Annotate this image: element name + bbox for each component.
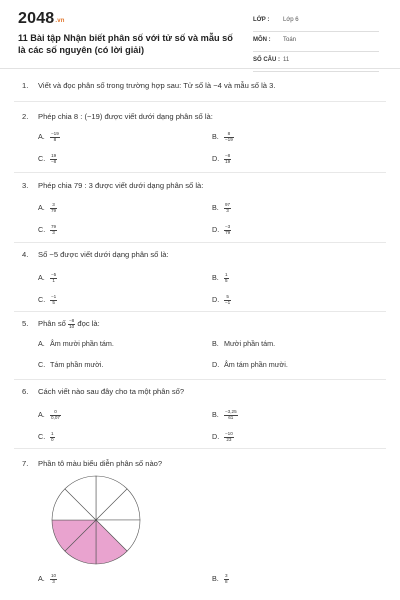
numerator: 1 <box>225 272 228 277</box>
option-b[interactable] <box>212 574 229 584</box>
option-c[interactable] <box>38 295 57 305</box>
option-c[interactable] <box>38 225 57 235</box>
option-c[interactable] <box>38 360 103 370</box>
numerator: −5 <box>51 272 57 277</box>
numerator: 1 <box>51 431 54 436</box>
meta-value: Toán <box>283 37 297 43</box>
option-label: A. <box>38 574 45 583</box>
option-label: B. <box>212 410 219 419</box>
numerator: −3 <box>225 224 231 229</box>
option-label: A. <box>38 132 45 141</box>
question-6 <box>22 387 382 442</box>
option-text: Âm tám phần mười. <box>224 360 288 370</box>
denominator: 79 <box>225 229 231 235</box>
question-2 <box>22 112 382 164</box>
pie-slice <box>96 489 140 520</box>
option-d[interactable] <box>212 295 231 305</box>
option-b[interactable] <box>212 273 229 283</box>
worksheet-header <box>0 0 400 69</box>
numerator: 3 <box>225 573 228 578</box>
option-label: B. <box>212 574 219 583</box>
meta-value: Lớp 6 <box>283 17 299 23</box>
option-a[interactable] <box>38 410 61 420</box>
option-b[interactable] <box>212 132 234 142</box>
option-label: D. <box>212 432 220 441</box>
question-number: 4. <box>22 250 29 259</box>
question-number: 5. <box>22 319 29 329</box>
denominator: 5 <box>225 277 228 283</box>
question-number: 6. <box>22 387 29 396</box>
denominator: 0,07 <box>51 414 60 420</box>
denominator: −19 <box>225 136 233 142</box>
denominator: 23 <box>226 436 232 442</box>
meta-label: SỐ CÂU : <box>253 57 280 63</box>
question-text: Phép chia 79 : 3 được viết dưới dạng phân số là: <box>38 181 204 190</box>
denominator: 10 <box>69 323 75 329</box>
option-a[interactable] <box>38 574 57 584</box>
option-label: D. <box>212 225 220 234</box>
meta-count-row <box>253 54 379 72</box>
numerator: 3 <box>50 203 57 209</box>
question-text-after: đọc là: <box>77 319 100 329</box>
option-label: D. <box>212 360 220 370</box>
question-number: 3. <box>22 181 29 190</box>
numerator: 8 <box>224 132 234 138</box>
option-label: A. <box>38 203 45 212</box>
site-logo[interactable] <box>18 10 65 28</box>
denominator: 61 <box>228 414 234 420</box>
question-1 <box>22 81 382 91</box>
pie-slice-shaded <box>52 520 96 551</box>
fraction <box>224 225 231 235</box>
option-label: D. <box>212 295 220 304</box>
option-c[interactable] <box>38 154 57 164</box>
fraction <box>50 432 55 442</box>
fraction <box>50 225 57 235</box>
numerator: −1 <box>51 294 57 299</box>
question-text: Phép chia 8 : (−19) được viết dưới dạng phân số là: <box>38 112 213 121</box>
fraction <box>50 132 60 142</box>
option-a[interactable] <box>38 339 114 349</box>
pie-slice <box>96 520 140 551</box>
divider <box>14 379 386 380</box>
fraction <box>50 273 57 283</box>
numerator: 10 <box>51 573 57 578</box>
pie-slice <box>52 489 96 520</box>
denominator: 8 <box>53 136 57 142</box>
numerator: 97 <box>225 202 231 207</box>
divider <box>14 311 386 312</box>
fraction <box>68 319 75 329</box>
fraction <box>224 154 231 164</box>
option-b[interactable] <box>212 339 275 349</box>
divider <box>14 101 386 102</box>
numerator: −10 <box>225 431 233 436</box>
question-4 <box>22 250 382 305</box>
option-label: A. <box>38 339 45 349</box>
option-d[interactable] <box>212 432 234 442</box>
denominator: 79 <box>51 207 57 213</box>
fraction <box>224 295 231 305</box>
option-d[interactable] <box>212 225 231 235</box>
option-label: A. <box>38 410 45 419</box>
document-title: 11 Bài tập Nhận biết phân số với tử số và mẫu số là các số nguyên (có lời giải) <box>18 33 233 55</box>
option-text: Tám phần mười. <box>50 360 104 370</box>
meta-value: 11 <box>283 57 290 63</box>
numerator: −3,25 <box>225 409 237 414</box>
option-label: C. <box>38 154 46 163</box>
option-text: Âm mười phần tám. <box>50 339 114 349</box>
pie-slice-shaded <box>96 520 127 564</box>
option-a[interactable] <box>38 273 57 283</box>
logo-suffix: .vn <box>55 18 65 24</box>
question-5 <box>22 318 382 370</box>
denominator: 5 <box>52 299 55 305</box>
option-b[interactable] <box>212 410 238 420</box>
option-label: C. <box>38 295 46 304</box>
option-label: A. <box>38 273 45 282</box>
question-text: Cách viết nào sau đây cho ta một phân số? <box>38 387 185 396</box>
fraction <box>224 432 234 442</box>
fraction <box>50 410 61 420</box>
denominator: 3 <box>52 578 55 584</box>
option-label: D. <box>212 154 220 163</box>
option-label: C. <box>38 360 46 370</box>
denominator: 3 <box>52 229 55 235</box>
logo-text: 2048 <box>18 10 55 27</box>
fraction <box>224 132 234 142</box>
numerator: −19 <box>51 131 59 136</box>
option-label: C. <box>38 432 46 441</box>
option-d[interactable] <box>212 154 231 164</box>
meta-class-row <box>253 14 379 32</box>
numerator: −8 <box>225 153 231 158</box>
pie-slice <box>65 476 96 520</box>
fraction <box>224 410 238 420</box>
option-label: B. <box>212 339 219 349</box>
fraction <box>224 574 229 584</box>
option-c[interactable] <box>38 432 55 442</box>
denominator: 19 <box>225 158 231 164</box>
option-a[interactable] <box>38 203 57 213</box>
numerator: −8 <box>69 318 75 323</box>
denominator: −8 <box>51 158 57 164</box>
divider <box>14 172 386 173</box>
meta-label: MÔN : <box>253 37 271 43</box>
option-d[interactable] <box>212 360 288 370</box>
question-7 <box>22 459 382 469</box>
numerator: 0 <box>50 410 61 416</box>
question-3 <box>22 181 382 235</box>
question-number: 7. <box>22 459 29 468</box>
option-label: B. <box>212 132 219 141</box>
question-text: Phần tô màu biểu diễn phân số nào? <box>38 459 163 468</box>
question-text: Viết và đọc phân số trong trường hợp sau: Tử số là −4 và mẫu số là 3. <box>38 81 276 90</box>
denominator: −1 <box>225 299 231 305</box>
denominator: 3 <box>226 207 229 213</box>
question-number: 2. <box>22 112 29 121</box>
fraction <box>50 203 57 213</box>
meta-label: LỚP : <box>253 17 270 23</box>
numerator: 5 <box>224 295 231 301</box>
option-a[interactable] <box>38 132 60 142</box>
fraction <box>50 574 57 584</box>
divider <box>14 242 386 243</box>
fraction <box>224 203 231 213</box>
meta-subject-row <box>253 34 379 52</box>
numerator: 79 <box>51 224 57 229</box>
question-text: Số −5 được viết dưới dạng phân số là: <box>38 250 169 259</box>
option-text: Mười phần tám. <box>224 339 276 349</box>
pie-slice-shaded <box>65 520 96 564</box>
option-label: B. <box>212 203 219 212</box>
denominator: 8 <box>225 578 228 584</box>
option-label: C. <box>38 225 46 234</box>
question-number: 1. <box>22 81 29 90</box>
option-b[interactable] <box>212 203 231 213</box>
option-label: B. <box>212 273 219 282</box>
denominator: 0 <box>51 436 54 442</box>
pie-slice <box>96 476 127 520</box>
fraction <box>50 295 57 305</box>
meta-panel <box>253 14 379 74</box>
divider <box>14 448 386 449</box>
numerator: 19 <box>51 153 57 158</box>
fraction <box>224 273 229 283</box>
question-text-before: Phân số <box>38 319 66 329</box>
denominator: 1 <box>52 277 55 283</box>
fraction <box>50 154 57 164</box>
